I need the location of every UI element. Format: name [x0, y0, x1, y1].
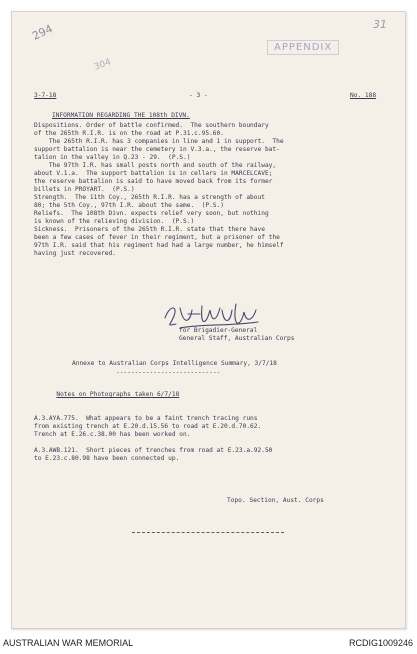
topo-section: Topo. Section, Aust. Corps — [227, 497, 324, 504]
notes-heading: Notes on Photographs taken 6/7/18 — [56, 391, 180, 398]
report-date: 3-7-18 — [34, 92, 57, 99]
text-line: to E.23.c.80.98 have been connected up. — [34, 455, 180, 462]
text-line — [34, 407, 272, 415]
end-divider — [132, 532, 284, 533]
text-line: support battalion is near the cemetery in V.3.a., the reserve bat- — [34, 146, 280, 153]
folio-number-faint: 304 — [92, 57, 113, 73]
notes-body — [34, 407, 272, 463]
text-line: 97th I.R. said that his regiment had had a large number, he himself — [34, 242, 284, 249]
signature-rank: for Brigadier-General — [179, 327, 258, 334]
archive-id: RCDIG1009246 — [348, 638, 413, 648]
text-line: A.3.AYA.775. What appears to be a faint trench tracing runs — [34, 415, 258, 422]
text-line: about V.1.a. The support battalion is in cellars in MARCELCAVE; — [34, 170, 273, 177]
text-line: from existing trench at E.20.d.15.56 to road at E.20.d.70.62. — [34, 423, 262, 430]
text-line: the reserve battalion is said to have moved back from its former — [34, 178, 273, 185]
page-number: - 3 - — [189, 92, 208, 99]
text-line: A.3.AWB.121. Short pieces of trenches from road at E.23.a.92.50 — [34, 447, 273, 454]
annex-title: Annexe to Australian Corps Intelligence Summary, 3/7/18 — [72, 360, 277, 367]
appendix-stamp: APPENDIX — [267, 40, 339, 55]
folio-number-left: 294 — [30, 22, 55, 43]
notes-section — [34, 383, 272, 479]
archive-credit: AUSTRALIAN WAR MEMORIAL — [3, 638, 134, 648]
document-page — [11, 11, 406, 629]
annex-divider: ---------------------------- — [116, 369, 221, 376]
signature-staff: General Staff, Australian Corps — [179, 335, 295, 342]
text-line: is known of the relieving division. (P.S.) — [34, 218, 195, 225]
summary-number: No. 188 — [350, 92, 377, 99]
text-line: been a few cases of fever in their regiment, but a prisoner of the — [34, 234, 280, 241]
text-line: Sickness. Prisoners of the 265th R.I.R. state that there have — [34, 226, 265, 233]
text-line: Strength. The 11th Coy., 265th R.I.R. has a strength of about — [34, 194, 265, 201]
text-line — [34, 439, 272, 447]
text-line: billets in PROYART. (P.S.) — [34, 186, 135, 193]
text-line: having just recovered. — [34, 250, 116, 257]
text-line: of the 265th R.I.R. is on the road at P.31.c.95.60. — [34, 130, 224, 137]
folio-number: 31 — [373, 18, 387, 31]
text-line: Reliefs. The 108th Divn. expects relief very soon, but nothing — [34, 210, 269, 217]
text-line: talion in the valley in Q.23 - 29. (P.S.) — [34, 154, 191, 161]
report-title: INFORMATION REGARDING THE 108th DIVN. — [52, 112, 190, 119]
text-line: Trench at E.26.c.38.00 has been worked on. — [34, 431, 191, 438]
text-line: The 97th I.R. has small posts north and south of the railway, — [34, 162, 277, 169]
report-body — [34, 122, 284, 258]
text-line: 80; the 5th Coy., 97th I.R. about the same. (P.S.) — [34, 202, 224, 209]
text-line: The 265th R.I.R. has 3 companies in line and 1 in support. The — [34, 138, 284, 145]
text-line: Dispositions. Order of battle confirmed. The southern boundary — [34, 122, 269, 129]
